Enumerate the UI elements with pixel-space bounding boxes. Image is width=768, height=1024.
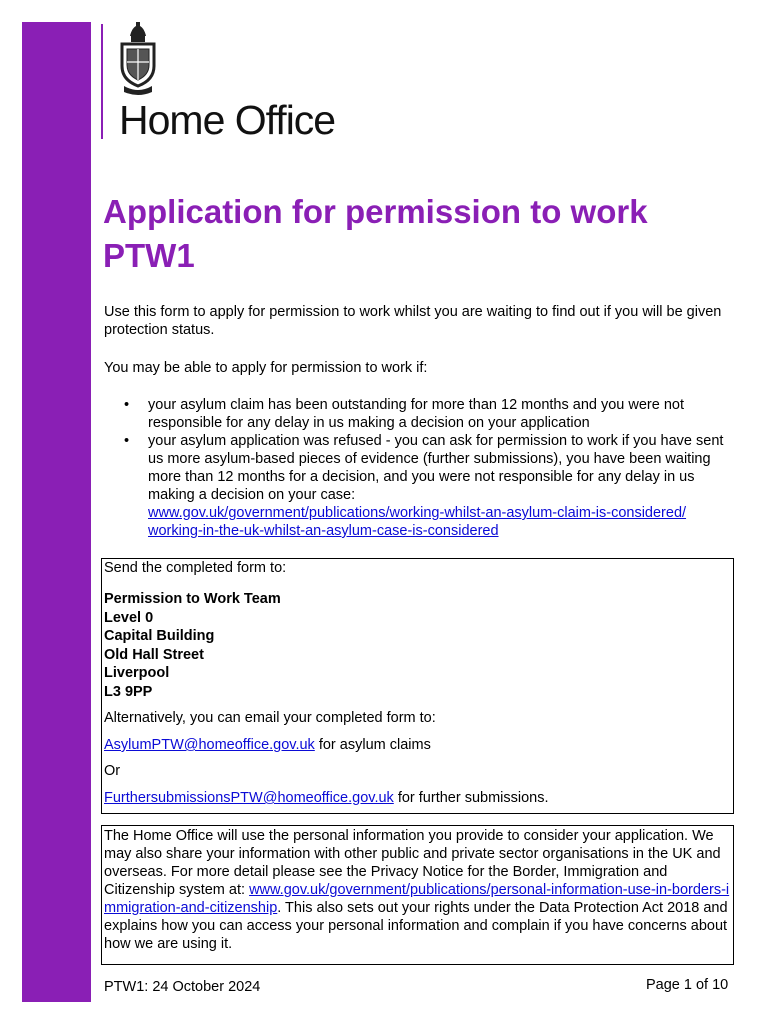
- form-title: [103, 190, 743, 278]
- further-submissions-email-row: [104, 789, 549, 807]
- bullet-icon: •: [124, 433, 130, 449]
- address-line-postcode: L3 9PP: [104, 683, 153, 700]
- home-office-logotype: Home Office: [119, 97, 336, 143]
- or-text: Or: [104, 763, 121, 779]
- address-line-city: Liverpool: [104, 665, 170, 681]
- title-line-1: Application for permission to work: [103, 193, 648, 230]
- intro-paragraph: Use this form to apply for permission to work whilst you are waiting to find out if you will be given protection status.: [104, 304, 722, 338]
- guidance-link-line-2: working-in-the-uk-whilst-an-asylum-case-is-considered: [148, 523, 499, 539]
- list-item: [104, 396, 736, 432]
- asylum-email-row: [104, 736, 431, 754]
- bullet-text-1: your asylum claim has been outstanding for more than 12 months and you were not responsible for any delay in us making a decision on your application: [148, 397, 684, 431]
- logo-divider-line: [101, 24, 103, 139]
- asylum-guidance-link[interactable]: [148, 505, 686, 539]
- address-line-street: Old Hall Street: [104, 646, 204, 663]
- address-line-building: Capital Building: [104, 628, 215, 644]
- guidance-link-line-1: www.gov.uk/government/publications/working-whilst-an-asylum-claim-is-considered/: [148, 505, 687, 521]
- page-number: Page 1 of 10: [646, 977, 729, 993]
- title-line-2: PTW1: [103, 237, 195, 274]
- form-version-date: PTW1: 24 October 2024: [104, 979, 261, 995]
- eligibility-intro: You may be able to apply for permission to work if:: [104, 360, 428, 376]
- privacy-notice-link[interactable]: www.gov.uk/government/publications/personal-information-use-in-borders-immigration-and-citizenship: [104, 882, 730, 916]
- send-heading: Send the completed form to:: [104, 560, 287, 576]
- address-line-team: Permission to Work Team: [104, 591, 281, 607]
- purple-margin-bar: [22, 22, 91, 1002]
- asylum-email-suffix: for asylum claims: [314, 737, 431, 753]
- further-submissions-email-suffix: for further submissions.: [393, 790, 549, 806]
- asylum-email-link[interactable]: AsylumPTW@homeoffice.gov.uk: [104, 737, 315, 753]
- royal-crest-icon: [116, 22, 160, 96]
- list-item: [104, 432, 736, 540]
- bullet-text-2: your asylum application was refused - you can ask for permission to work if you have sent us more asylum-based pieces of evidence (further submissions), you have been waiting more than 12 months for a decision, and you were not responsible for any delay in us making a decision on your case:: [148, 433, 724, 503]
- privacy-notice-box: [101, 825, 734, 965]
- bullet-icon: •: [124, 397, 130, 413]
- further-submissions-email-link[interactable]: FurthersubmissionsPTW@homeoffice.gov.uk: [104, 790, 394, 806]
- privacy-text-after: . This also sets out your rights under the Data Protection Act 2018 and explains how you can access your personal information and complain if you have concerns about how we are using it.: [104, 900, 728, 952]
- email-alternative-text: Alternatively, you can email your completed form to:: [104, 710, 436, 726]
- address-line-level: Level 0: [104, 609, 154, 626]
- privacy-text-before: The Home Office will use the personal information you provide to consider your application. We may also share your information with other public and private sector organisations in the UK and overseas. For more detail please see the Privacy Notice for the Border, Immigration and Citizenship system at:: [104, 828, 721, 898]
- eligibility-list: [104, 396, 736, 540]
- send-form-box: [101, 558, 734, 814]
